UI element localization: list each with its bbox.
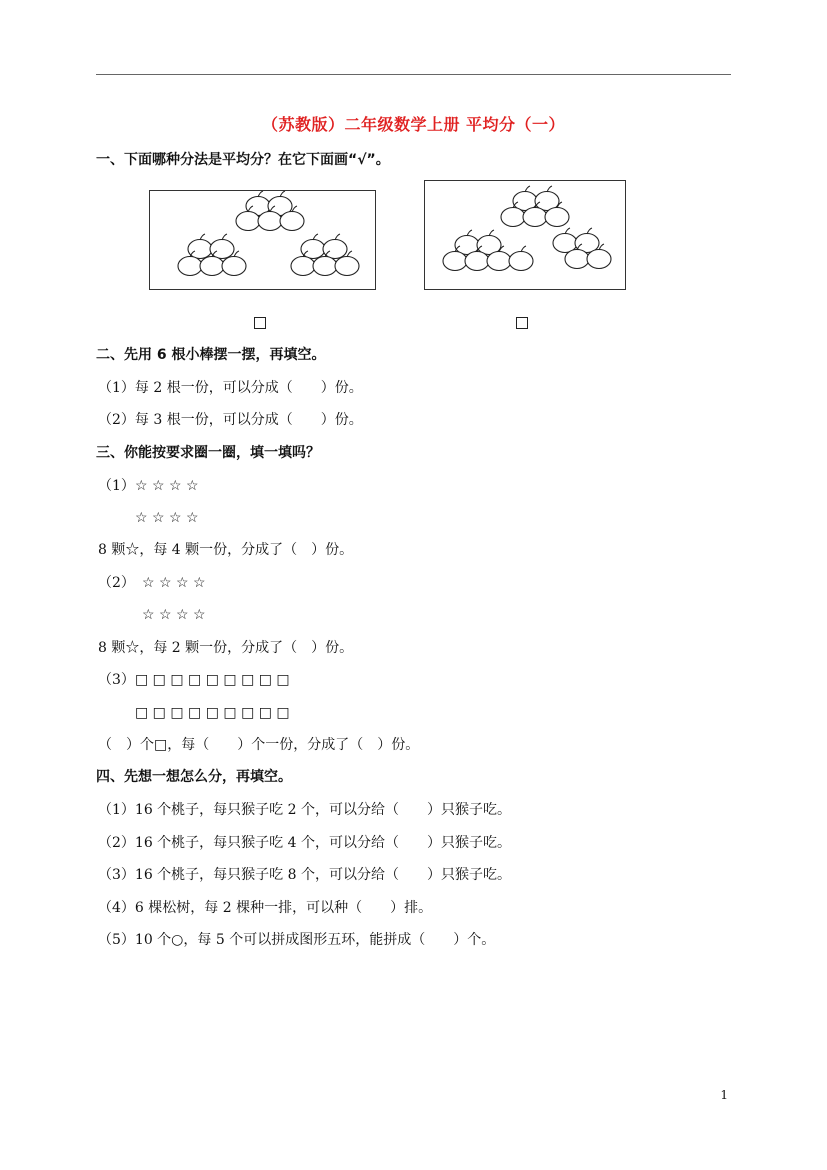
section3-q3-prefix: （3） [98,672,135,688]
apple-group-top [501,186,569,227]
apple-groups-right [425,181,625,289]
page-number: 1 [720,1088,728,1102]
section3-q1-stars-row2: ☆ ☆ ☆ ☆ [135,510,199,526]
section4-q4: （4）6 棵松树，每 2 棵种一排，可以种（ ）排。 [98,900,433,916]
section2-q1: （1）每 2 根一份，可以分成（ ）份。 [98,380,363,396]
section4-q5: （5）10 个○，每 5 个可以拼成图形五环，能拼成（ ）个。 [98,932,496,948]
section2-heading: 二、先用 6 根小棒摆一摆，再填空。 [96,347,326,363]
section2-q2: （2）每 3 根一份，可以分成（ ）份。 [98,412,363,428]
answer-checkbox-right[interactable] [516,317,528,329]
section3-q1-stars-row1: ☆ ☆ ☆ ☆ [135,478,199,494]
section3-q2-prefix: （2） [98,575,135,591]
apple-group-top-left [236,191,304,231]
section3-q3-squares-row1: □ □ □ □ □ □ □ □ □ [135,672,290,688]
section3-q2-stars-row1: ☆ ☆ ☆ ☆ [142,575,206,591]
section3-q3-squares-row2: □ □ □ □ □ □ □ □ □ [135,705,290,721]
section1-heading: 一、下面哪种分法是平均分？在它下面画“√”。 [96,152,390,168]
apple-group-left [443,230,533,271]
section3-q1-prefix: （1） [98,478,135,494]
apple-picture-right [424,180,626,290]
section3-q1-text: 8 颗☆，每 4 颗一份，分成了（ ）份。 [98,542,354,558]
apple-groups-left [150,191,375,289]
apple-picture-left [149,190,376,290]
answer-checkbox-left[interactable] [254,317,266,329]
section3-q3-text: （ ）个□，每（ ）个一份，分成了（ ）份。 [98,737,420,753]
section4-heading: 四、先想一想怎么分，再填空。 [96,769,292,785]
section3-heading: 三、你能按要求圈一圈，填一填吗？ [96,445,320,461]
header-rule [96,74,731,75]
apple-group-bottom-right [291,234,359,276]
section4-q1: （1）16 个桃子，每只猴子吃 2 个，可以分给（ ）只猴子吃。 [98,802,511,818]
apple-group-bottom-left [178,234,246,276]
apple-group-right [553,228,611,269]
section4-q3: （3）16 个桃子，每只猴子吃 8 个，可以分给（ ）只猴子吃。 [98,867,511,883]
section3-q2-text: 8 颗☆，每 2 颗一份，分成了（ ）份。 [98,640,354,656]
section4-q2: （2）16 个桃子，每只猴子吃 4 个，可以分给（ ）只猴子吃。 [98,835,511,851]
page-title: （苏教版）二年级数学上册 平均分（一） [261,115,566,134]
section3-q2-stars-row2: ☆ ☆ ☆ ☆ [142,607,206,623]
